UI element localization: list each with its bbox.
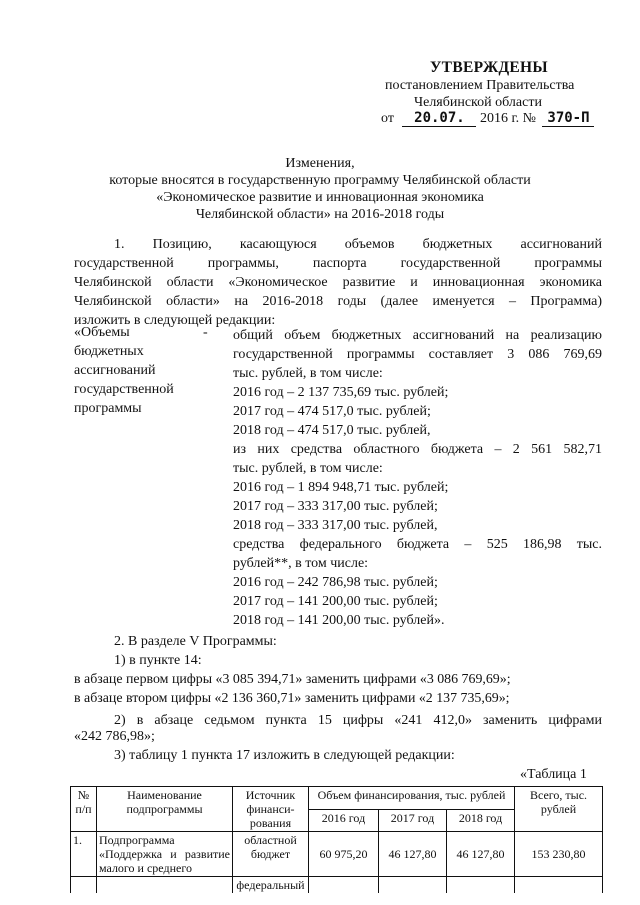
doc-title-line-2: которые вносятся в государственную программу Челябинской области	[109, 173, 531, 188]
approval-line-2: Челябинской области	[414, 95, 542, 110]
section-2-item-2-cont: «242 786,98»;	[74, 729, 155, 744]
row-name-cont	[97, 877, 233, 894]
position-value-line: государственной программы составляет 3 086 769,69	[233, 347, 602, 362]
row-source-federal: федеральный	[233, 877, 309, 894]
row-value-2018: 46 127,80	[447, 832, 515, 877]
position-value-line: 2016 год – 1 894 948,71 тыс. рублей;	[233, 480, 449, 495]
header-total: Всего, тыс. рублей	[515, 787, 603, 832]
position-value-line: тыс. рублей, в том числе:	[233, 461, 383, 476]
position-dash: -	[203, 325, 208, 340]
paragraph-1-line: государственной программы, паспорта государственной программы	[74, 256, 602, 271]
approval-date-prefix: от	[381, 111, 394, 126]
position-value-line: 2017 год – 333 317,00 тыс. рублей;	[233, 499, 438, 514]
position-label-line: «Объемы	[74, 325, 130, 340]
position-value-line: 2016 год – 242 786,98 тыс. рублей;	[233, 575, 438, 590]
position-label-line: государственной	[74, 382, 174, 397]
section-2-line-a: в абзаце первом цифры «3 085 394,71» заменить цифрами «3 086 769,69»;	[74, 672, 511, 687]
approval-date-row	[381, 111, 594, 127]
header-source: Источник финанси-рования	[233, 787, 309, 832]
row-num: 1.	[71, 832, 97, 877]
position-value-line: 2017 год – 141 200,00 тыс. рублей;	[233, 594, 438, 609]
table-row	[71, 877, 603, 894]
row-value-2016: 60 975,20	[309, 832, 379, 877]
row-value-total: 153 230,80	[515, 832, 603, 877]
approval-date-field	[402, 111, 476, 127]
section-2-item-1: 1) в пункте 14:	[114, 653, 202, 668]
doc-title-line-4: Челябинской области» на 2016-2018 годы	[195, 207, 445, 222]
row-value-cell	[309, 877, 379, 894]
row-value-cell	[447, 877, 515, 894]
table-caption: «Таблица 1	[520, 767, 587, 782]
position-value-line: рублей**, в том числе:	[233, 556, 369, 571]
section-2-heading: 2. В разделе V Программы:	[114, 634, 277, 649]
paragraph-1-line: Челябинской области» на 2016-2018 годы (далее именуется – Программа)	[74, 294, 602, 309]
position-value-line: 2016 год – 2 137 735,69 тыс. рублей;	[233, 385, 449, 400]
position-value-line: тыс. рублей, в том числе:	[233, 366, 383, 381]
financing-table	[70, 786, 603, 893]
row-num-cont	[71, 877, 97, 894]
row-value-cell	[515, 877, 603, 894]
paragraph-1-line: изложить в следующей редакции:	[74, 313, 276, 328]
paragraph-1-line: 1. Позицию, касающуюся объемов бюджетных ассигнований	[114, 237, 602, 252]
header-name: Наименование подпрограммы	[97, 787, 233, 832]
position-value-line: 2018 год – 333 317,00 тыс. рублей,	[233, 518, 438, 533]
table-header-row	[71, 787, 603, 810]
position-value-line: общий объем бюджетных ассигнований на реализацию	[233, 328, 602, 343]
approval-number-field	[542, 111, 594, 127]
approval-year-text: 2016 г. №	[479, 111, 536, 126]
row-name: Подпрограмма «Поддержка и развитие малого и среднего	[97, 832, 233, 877]
position-value-line: 2018 год – 141 200,00 тыс. рублей».	[233, 613, 445, 628]
header-year-2018: 2018 год	[447, 809, 515, 832]
doc-title-line-1: Изменения,	[285, 156, 355, 171]
doc-title-line-3: «Экономическое развитие и инновационная экономика	[156, 190, 484, 205]
section-2-item-2	[74, 711, 602, 730]
approval-title: УТВЕРЖДЕНЫ	[430, 59, 548, 76]
section-2-line-b: в абзаце втором цифры «2 136 360,71» заменить цифрами «2 137 735,69»;	[74, 691, 510, 706]
paragraph-1	[74, 235, 602, 330]
approval-date-handwritten: 20.07.	[414, 110, 465, 126]
table-row	[71, 832, 603, 877]
position-value-line: 2018 год – 474 517,0 тыс. рублей,	[233, 423, 431, 438]
section-2-item-3: 3) таблицу 1 пункта 17 изложить в следующей редакции:	[114, 748, 455, 763]
row-value-cell	[379, 877, 447, 894]
position-value-line: 2017 год – 474 517,0 тыс. рублей;	[233, 404, 431, 419]
header-year-2017: 2017 год	[379, 809, 447, 832]
header-year-2016: 2016 год	[309, 809, 379, 832]
section-2-item-2-line: 2) в абзаце седьмом пункта 15 цифры «241 412,0» заменить цифрами	[114, 713, 602, 728]
position-label-line: бюджетных	[74, 344, 144, 359]
position-value	[233, 326, 602, 630]
position-label-line: ассигнований	[74, 363, 156, 378]
approval-number-handwritten: 370-П	[547, 110, 590, 126]
header-num: № п/п	[71, 787, 97, 832]
row-value-2017: 46 127,80	[379, 832, 447, 877]
approval-line-1: постановлением Правительства	[385, 78, 575, 93]
header-financing: Объем финансирования, тыс. рублей	[309, 787, 515, 810]
row-source-regional: областной бюджет	[233, 832, 309, 877]
paragraph-1-line: Челябинской области «Экономическое развитие и инновационная экономика	[74, 275, 602, 290]
position-value-line: из них средства областного бюджета – 2 561 582,71	[233, 442, 602, 457]
position-value-line: средства федерального бюджета – 525 186,98 тыс.	[233, 537, 602, 552]
position-label-line: программы	[74, 401, 142, 416]
